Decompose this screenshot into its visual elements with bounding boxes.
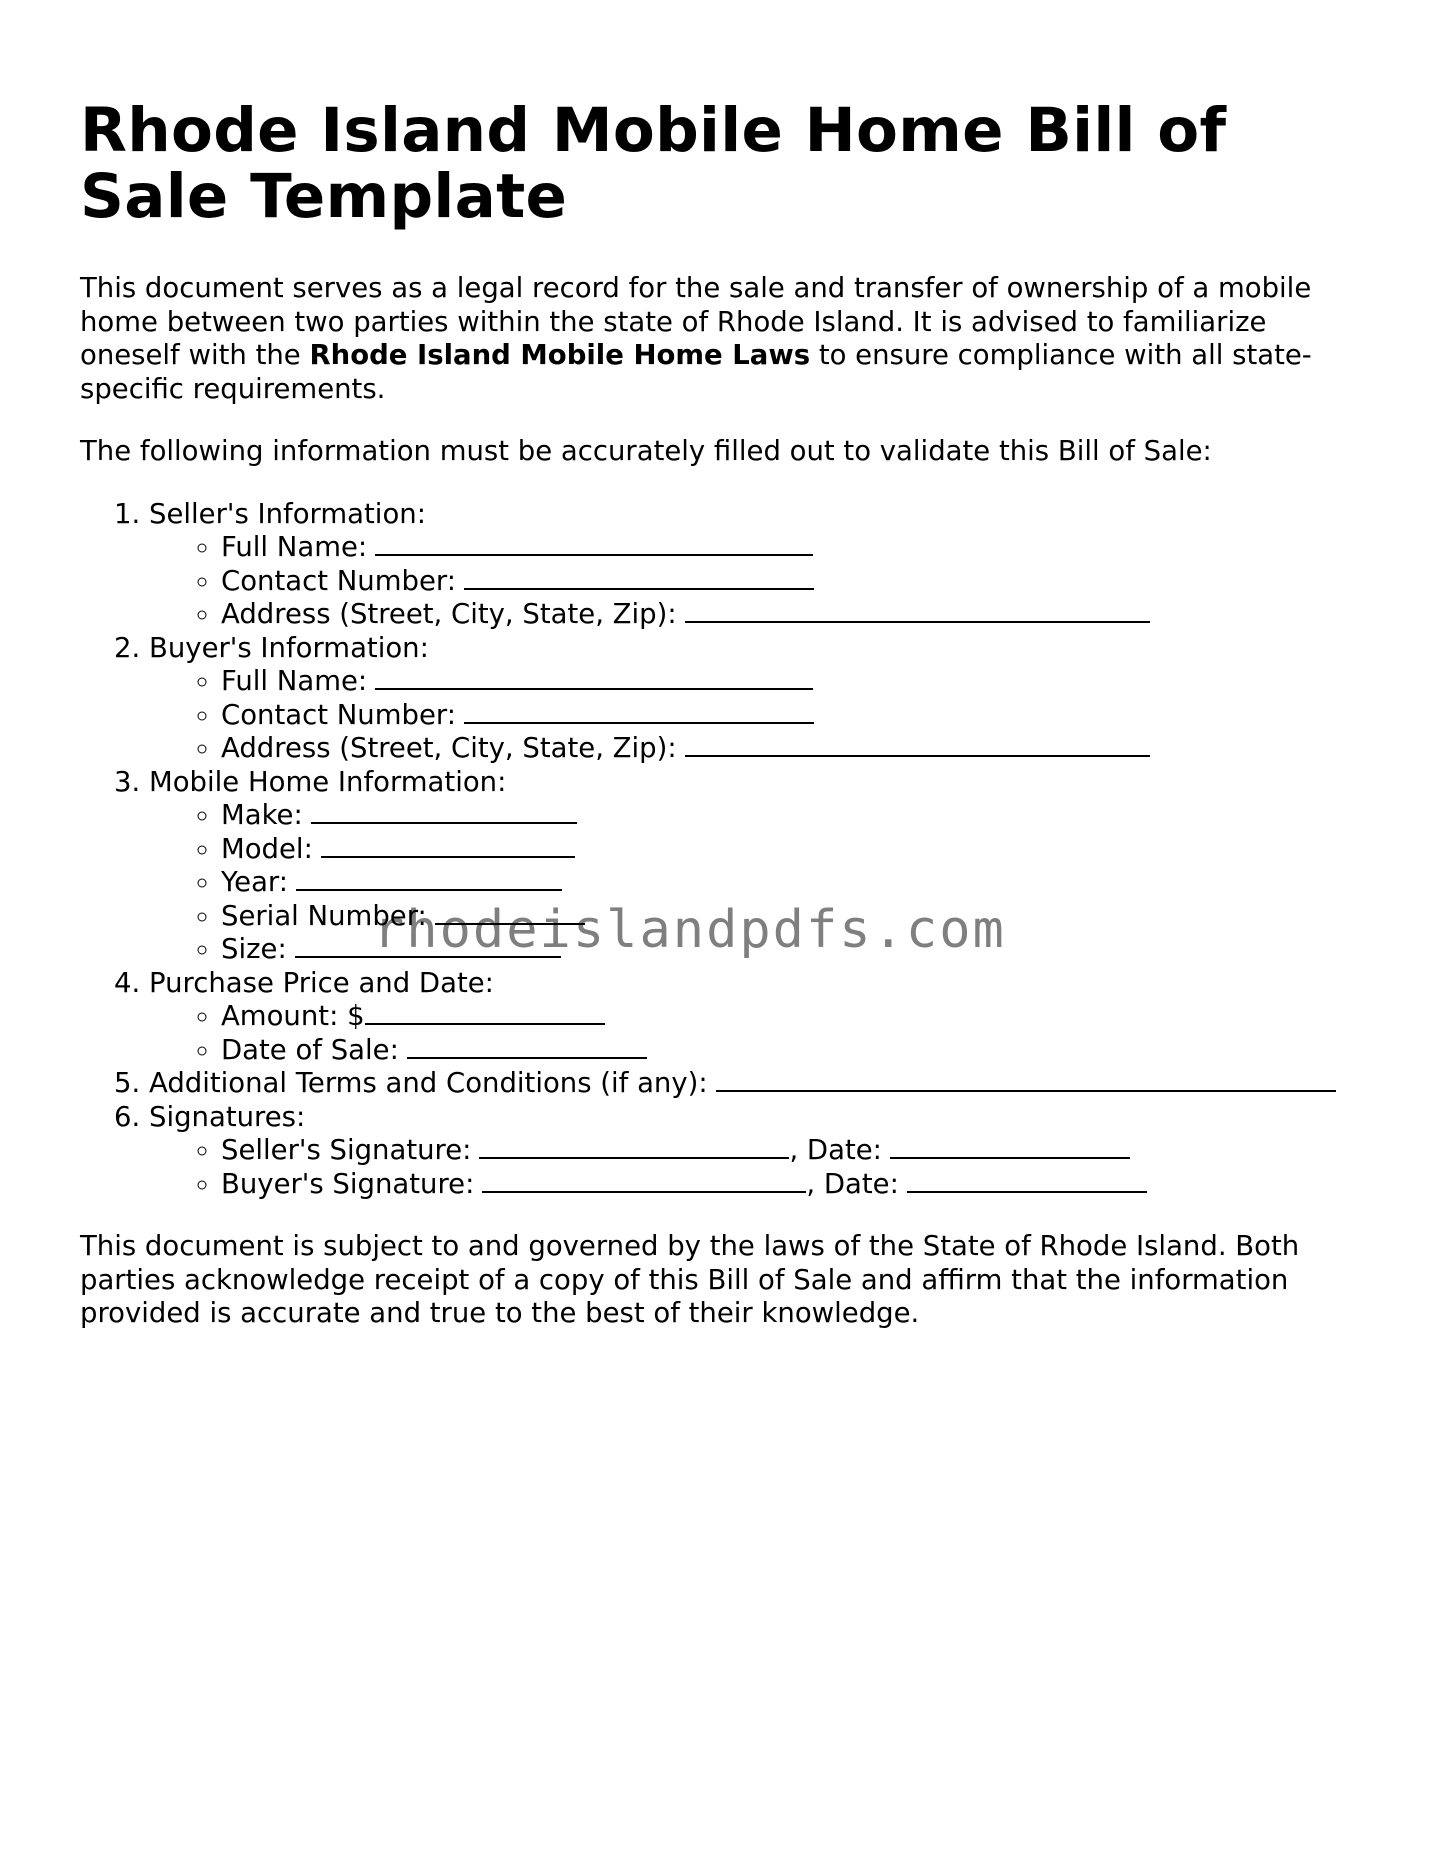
closing-paragraph: This document is subject to and governed by the laws of the State of Rhode Island. Both parties acknowledge receipt of a copy of this Bill of Sale and affirm that the information provided is accurate and true to the best of their knowledge. bbox=[80, 1230, 1300, 1329]
document-page bbox=[80, 95, 1355, 1331]
field-label: Full Name: bbox=[221, 665, 368, 697]
field-seller-signature bbox=[221, 1134, 1355, 1168]
field-label: Serial Number: bbox=[221, 899, 427, 932]
section-additional-terms bbox=[149, 1067, 1355, 1101]
section-heading: Purchase Price and Date: bbox=[149, 966, 494, 999]
field-list bbox=[149, 665, 1355, 766]
field-label: Size: bbox=[221, 933, 287, 965]
field-list bbox=[149, 1000, 1355, 1067]
field-make bbox=[221, 799, 1355, 833]
field-model bbox=[221, 833, 1355, 867]
form-sections-list bbox=[80, 498, 1355, 1202]
field-label: Year: bbox=[221, 866, 289, 898]
field-list bbox=[149, 1134, 1355, 1201]
field-label: Model: bbox=[221, 832, 313, 865]
fill-in-blank bbox=[464, 587, 814, 590]
fill-in-blank bbox=[464, 721, 814, 724]
field-seller-contact bbox=[221, 565, 1355, 599]
section-heading: Mobile Home Information: bbox=[149, 765, 507, 798]
fill-in-blank bbox=[907, 1190, 1147, 1193]
fill-in-blank bbox=[685, 754, 1150, 757]
field-label: Amount: $ bbox=[221, 1000, 365, 1032]
section-heading: Buyer's Information: bbox=[149, 631, 429, 664]
intro-paragraph bbox=[80, 272, 1355, 406]
fill-in-blank bbox=[311, 821, 577, 824]
lead-paragraph: The following information must be accurately filled out to validate this Bill of Sale: bbox=[80, 435, 1212, 467]
fill-in-blank bbox=[375, 687, 813, 690]
intro-text-after: to ensure compliance with all state-specific requirements. bbox=[80, 339, 1312, 405]
fill-in-blank bbox=[296, 888, 562, 891]
section-heading: Additional Terms and Conditions (if any): bbox=[149, 1067, 708, 1099]
field-label: Buyer's Signature: bbox=[221, 1167, 475, 1200]
field-buyer-full-name bbox=[221, 665, 1355, 699]
field-size bbox=[221, 933, 1355, 967]
field-seller-address bbox=[221, 598, 1355, 632]
field-year bbox=[221, 866, 1355, 900]
section-buyer bbox=[149, 632, 1355, 766]
field-seller-full-name bbox=[221, 531, 1355, 565]
field-label: Seller's Signature: bbox=[221, 1134, 472, 1166]
fill-in-blank bbox=[482, 1190, 806, 1193]
fill-in-blank bbox=[365, 1022, 605, 1025]
field-label: Address (Street, City, State, Zip): bbox=[221, 732, 677, 764]
fill-in-blank bbox=[435, 922, 585, 925]
field-label: Make: bbox=[221, 799, 303, 831]
field-buyer-contact bbox=[221, 699, 1355, 733]
fill-in-blank bbox=[479, 1156, 789, 1159]
section-purchase-price bbox=[149, 967, 1355, 1068]
field-label: Full Name: bbox=[221, 531, 368, 563]
section-heading: Seller's Information: bbox=[149, 497, 426, 530]
section-seller bbox=[149, 498, 1355, 632]
field-amount bbox=[221, 1000, 1355, 1034]
date-label: , Date: bbox=[806, 1167, 899, 1200]
intro-laws-emphasis: Rhode Island Mobile Home Laws bbox=[309, 339, 811, 371]
watermark: rhodeislandpdfs.com bbox=[373, 900, 1006, 960]
section-heading: Signatures: bbox=[149, 1100, 306, 1133]
fill-in-blank bbox=[685, 620, 1150, 623]
fill-in-blank bbox=[375, 553, 813, 556]
field-label: Contact Number: bbox=[221, 564, 456, 597]
fill-in-blank bbox=[890, 1156, 1130, 1159]
fill-in-blank bbox=[407, 1056, 647, 1059]
document-title: Rhode Island Mobile Home Bill of Sale Template bbox=[80, 95, 1227, 232]
intro-text-before: This document serves as a legal record for the sale and transfer of ownership of a mobile home between two parties within the state of Rhode Island. It is advised to familiarize oneself with the bbox=[80, 272, 1312, 371]
field-buyer-signature bbox=[221, 1168, 1355, 1202]
fill-in-blank bbox=[321, 855, 575, 858]
section-signatures bbox=[149, 1101, 1355, 1202]
field-label: Date of Sale: bbox=[221, 1033, 399, 1066]
date-label: , Date: bbox=[789, 1134, 882, 1166]
fill-in-blank bbox=[716, 1089, 1336, 1092]
field-list bbox=[149, 799, 1355, 967]
field-serial-number bbox=[221, 900, 1355, 934]
section-mobile-home bbox=[149, 766, 1355, 967]
field-label: Address (Street, City, State, Zip): bbox=[221, 598, 677, 630]
fill-in-blank bbox=[295, 955, 561, 958]
field-buyer-address bbox=[221, 732, 1355, 766]
field-list bbox=[149, 531, 1355, 632]
field-date-of-sale bbox=[221, 1034, 1355, 1068]
field-label: Contact Number: bbox=[221, 698, 456, 731]
